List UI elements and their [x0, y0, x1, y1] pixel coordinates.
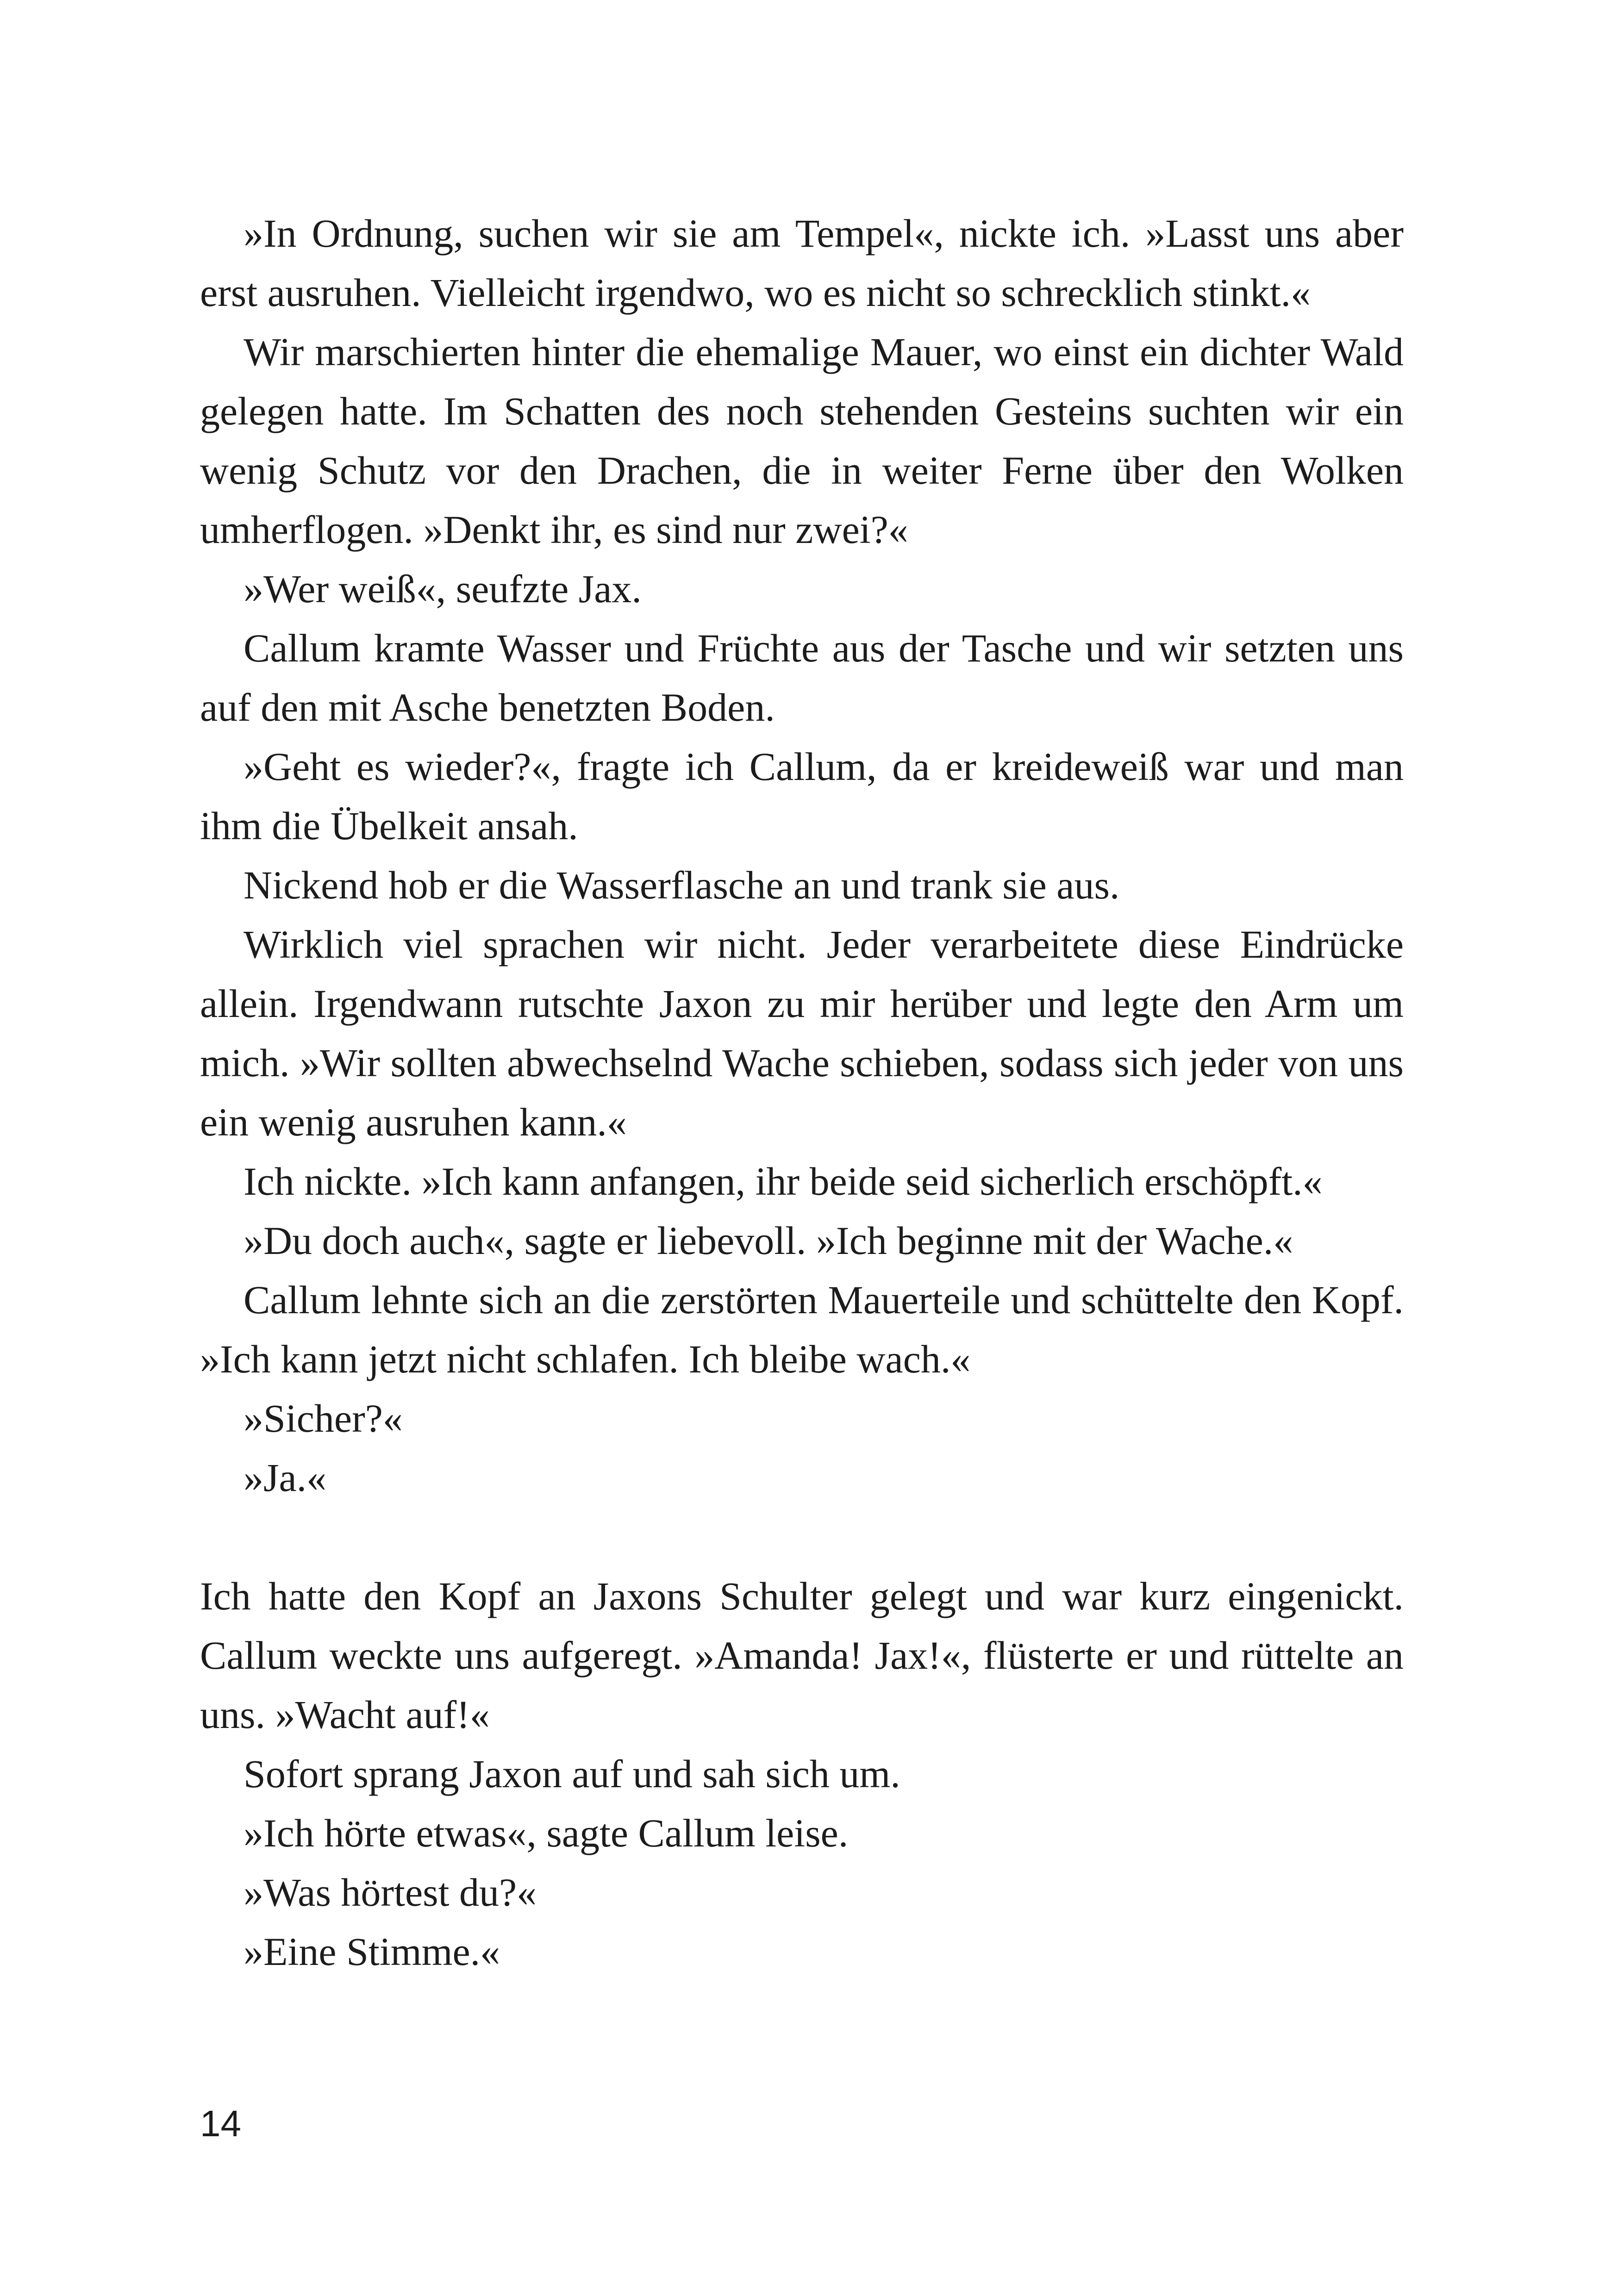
- paragraph: Nickend hob er die Wasserflasche an und trank sie aus.: [244, 863, 1120, 907]
- paragraph: Callum kramte Wasser und Früchte aus der Tasche und wir setzten uns auf den mit Asche benetzten Boden.: [200, 626, 1404, 730]
- paragraph: »Eine Stimme.«: [244, 1929, 500, 1974]
- paragraph: »Wer weiß«, seufzte Jax.: [244, 567, 642, 611]
- paragraph: Wir marschierten hinter die ehemalige Mauer, wo einst ein dichter Wald gelegen hatte. Im Schatten des noch stehenden Gesteins suchten wir ein wenig Schutz vor den Drachen, die in weiter Ferne über den Wolken umherflogen. »Denkt ihr, es sind nur zwei?«: [200, 330, 1404, 552]
- paragraph: »Ja.«: [244, 1455, 327, 1500]
- paragraph: »Sicher?«: [244, 1396, 403, 1441]
- paragraph: »In Ordnung, suchen wir sie am Tempel«, nickte ich. »Lasst uns aber erst ausruhen. Vielleicht irgendwo, wo es nicht so schrecklich stinkt.«: [200, 211, 1404, 315]
- body-text: [200, 204, 1404, 1981]
- paragraph: »Du doch auch«, sagte er liebevoll. »Ich beginne mit der Wache.«: [244, 1218, 1293, 1263]
- paragraph: »Geht es wieder?«, fragte ich Callum, da er kreideweiß war und man ihm die Übelkeit ansah.: [200, 744, 1404, 848]
- paragraph: Ich hatte den Kopf an Jaxons Schulter gelegt und war kurz eingenickt. Callum weckte uns aufgeregt. »Amanda! Jax!«, flüsterte er und rüttelte an uns. »Wacht auf!«: [200, 1574, 1404, 1737]
- scene-break: [200, 1507, 1404, 1566]
- paragraph: Sofort sprang Jaxon auf und sah sich um.: [244, 1752, 900, 1796]
- page-number: 14: [200, 2103, 241, 2144]
- paragraph: Ich nickte. »Ich kann anfangen, ihr beide seid sicherlich erschöpft.«: [244, 1159, 1323, 1204]
- paragraph: »Was hörtest du?«: [244, 1870, 537, 1915]
- paragraph: »Ich hörte etwas«, sagte Callum leise.: [244, 1811, 849, 1855]
- paragraph: Callum lehnte sich an die zerstörten Mauerteile und schüttelte den Kopf. »Ich kann jetzt nicht schlafen. Ich bleibe wach.«: [200, 1278, 1404, 1381]
- paragraph: Wirklich viel sprachen wir nicht. Jeder verarbeitete diese Eindrücke allein. Irgendwann rutschte Jaxon zu mir herüber und legte den Arm um mich. »Wir sollten abwechselnd Wache schieben, sodass sich jeder von uns ein wenig ausruhen kann.«: [200, 922, 1404, 1144]
